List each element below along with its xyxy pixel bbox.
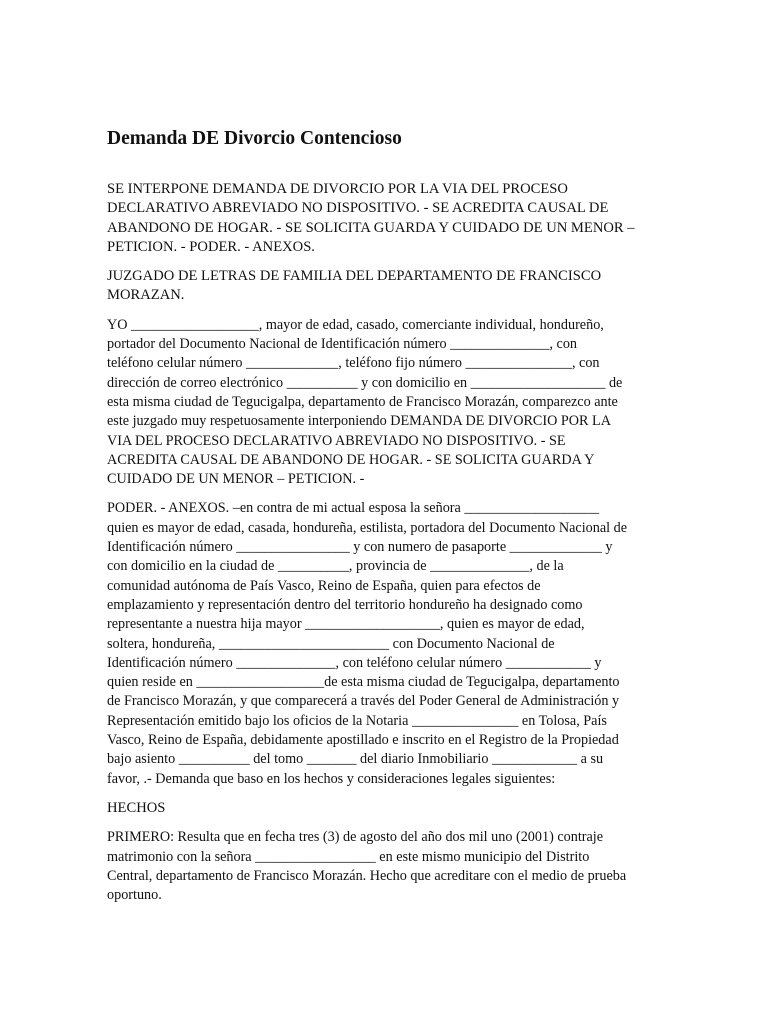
paragraph-line: comunidad autónoma de País Vasco, Reino de España, quien para efectos de <box>107 577 541 594</box>
document-title: Demanda DE Divorcio Contencioso <box>107 128 402 149</box>
paragraph-line: con domicilio en la ciudad de __________, provincia de ______________, de la <box>107 558 564 575</box>
paragraph-line: dirección de correo electrónico __________ y con domicilio en ___________________ de <box>107 374 623 391</box>
paragraph-line: MORAZAN. <box>107 287 185 304</box>
paragraph-line: quien es mayor de edad, casada, hondureña, estilista, portadora del Documento Nacional de <box>107 519 628 536</box>
paragraph-line: bajo asiento __________ del tomo _______ del diario Inmobiliario ____________ a su <box>107 751 604 768</box>
paragraph-line: Identificación número ________________ y con numero de pasaporte _____________ y <box>107 539 613 556</box>
paragraph-line: VIA DEL PROCESO DECLARATIVO ABREVIADO NO DISPOSITIVO. - SE <box>107 432 566 449</box>
paragraph-line: PRIMERO: Resulta que en fecha tres (3) de agosto del año dos mil uno (2001) contraje <box>107 829 604 846</box>
paragraph-line: ACREDITA CAUSAL DE ABANDONO DE HOGAR. - SE SOLICITA GUARDA Y <box>107 451 595 468</box>
defendant-paragraph <box>107 499 667 788</box>
paragraph-line: oportuno. <box>107 887 162 904</box>
paragraph-line: teléfono celular número _____________, teléfono fijo número _______________, con <box>107 355 600 372</box>
paragraph-line: emplazamiento y representación dentro del territorio hondureño ha designado como <box>107 596 583 613</box>
paragraph-line: soltera, hondureña, ________________________ con Documento Nacional de <box>107 635 555 652</box>
paragraph-line: YO __________________, mayor de edad, casado, comerciante individual, hondureño, <box>107 316 604 333</box>
paragraph-line: DECLARATIVO ABREVIADO NO DISPOSITIVO. - SE ACREDITA CAUSAL DE <box>107 200 609 217</box>
paragraph-line: esta misma ciudad de Tegucigalpa, departamento de Francisco Morazán, comparezco ante <box>107 393 618 410</box>
paragraph-line: matrimonio con la señora _________________ en este mismo municipio del Distrito <box>107 848 590 865</box>
paragraph-line: ABANDONO DE HOGAR. - SE SOLICITA GUARDA Y CUIDADO DE UN MENOR – <box>107 219 635 236</box>
section-heading: HECHOS <box>107 799 166 816</box>
court-heading-paragraph <box>107 267 667 306</box>
paragraph-line: PODER. - ANEXOS. –en contra de mi actual esposa la señora ___________________ <box>107 500 600 517</box>
paragraph-line: SE INTERPONE DEMANDA DE DIVORCIO POR LA VIA DEL PROCESO <box>107 181 568 197</box>
paragraph-line: Identificación número ______________, con teléfono celular número ____________ y <box>107 654 602 671</box>
paragraph-line: portador del Documento Nacional de Identificación número ______________, con <box>107 336 578 353</box>
document-body <box>107 180 667 915</box>
paragraph-line: este juzgado muy respetuosamente interponiendo DEMANDA DE DIVORCIO POR LA <box>107 413 611 430</box>
paragraph-line: de Francisco Morazán, y que comparecerá a través del Poder General de Administración y <box>107 693 620 710</box>
paragraph-line: representante a nuestra hija mayor ___________________, quien es mayor de edad, <box>107 616 585 633</box>
paragraph-line: JUZGADO DE LETRAS DE FAMILIA DEL DEPARTAMENTO DE FRANCISCO <box>107 268 602 285</box>
paragraph-line: quien reside en __________________de esta misma ciudad de Tegucigalpa, departamento <box>107 674 620 691</box>
summary-paragraph <box>107 180 667 257</box>
facts-heading <box>107 799 667 818</box>
paragraph-line: Vasco, Reino de España, debidamente apostillado e inscrito en el Registro de la Propiedad <box>107 732 619 749</box>
paragraph-line: Central, departamento de Francisco Morazán. Hecho que acreditare con el medio de prueba <box>107 867 627 884</box>
paragraph-line: CUIDADO DE UN MENOR – PETICION. - <box>107 471 365 488</box>
paragraph-line: favor, .- Demanda que baso en los hechos y consideraciones legales siguientes: <box>107 770 556 787</box>
paragraph-line: Representación emitido bajo los oficios de la Notaria _______________ en Tolosa, País <box>107 712 607 729</box>
plaintiff-paragraph <box>107 316 667 490</box>
paragraph-line: PETICION. - PODER. - ANEXOS. <box>107 238 315 255</box>
first-fact-paragraph <box>107 828 667 905</box>
